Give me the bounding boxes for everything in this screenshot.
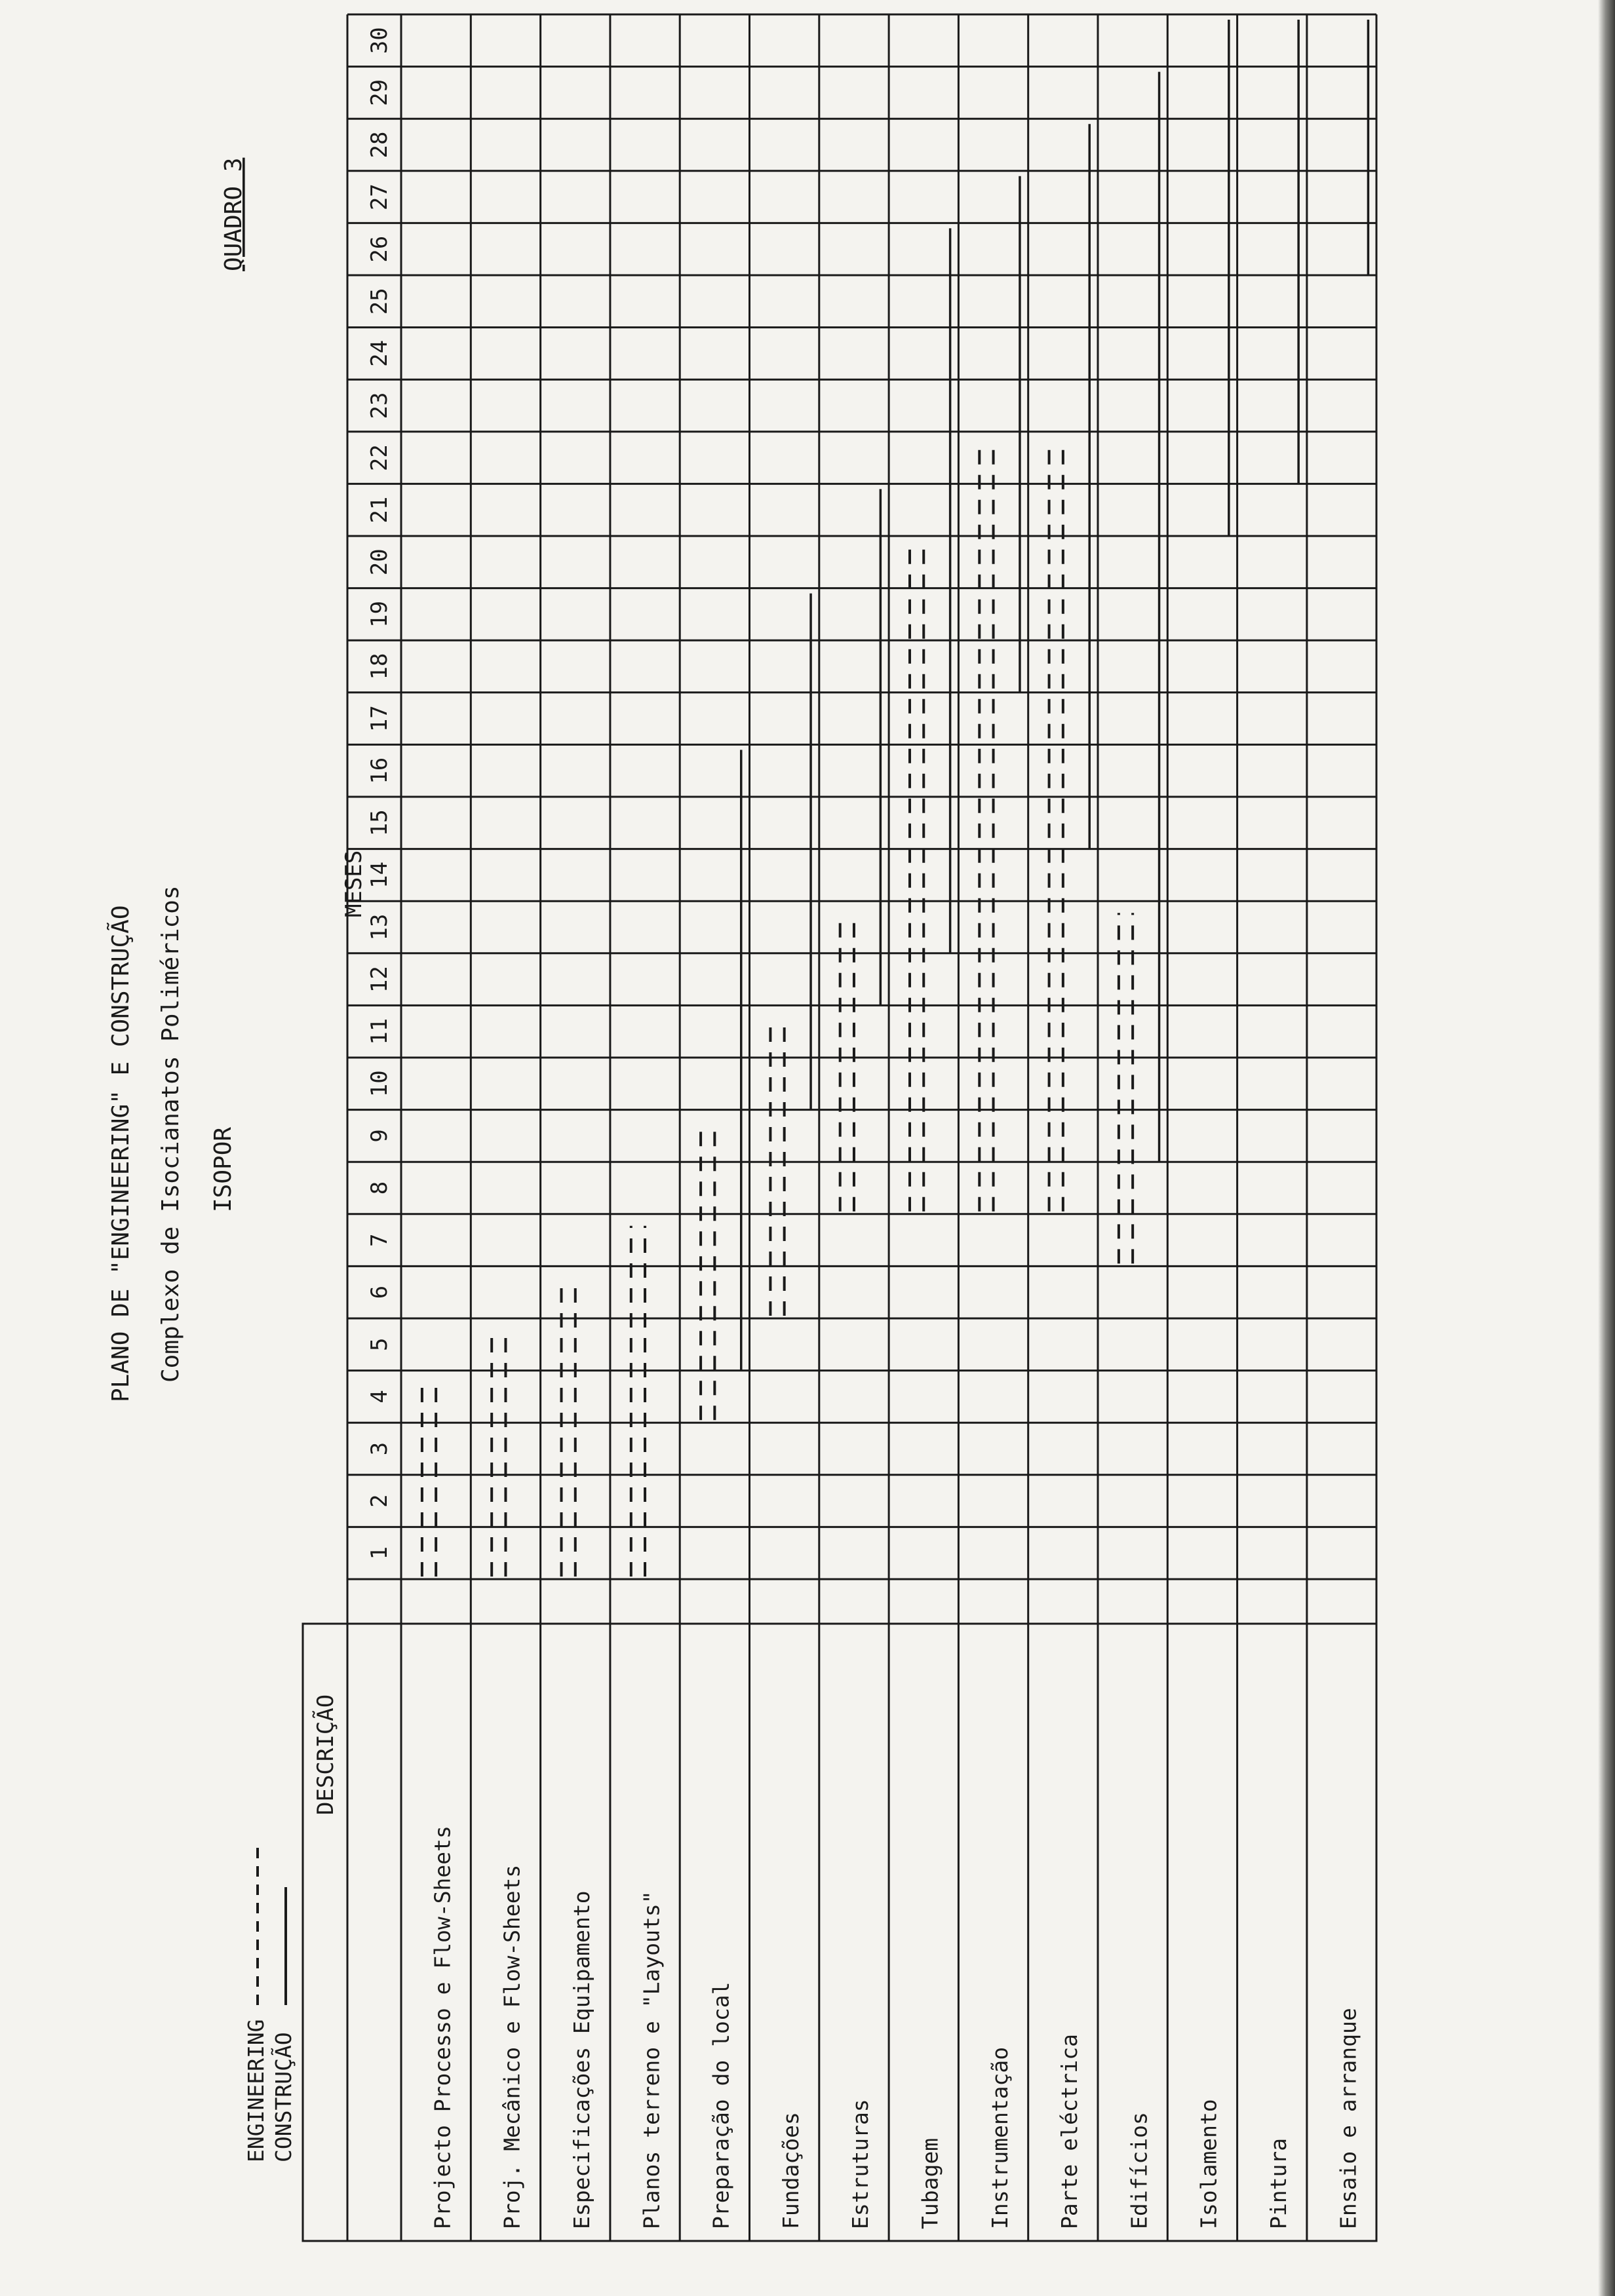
company-name: ISOPOR (210, 1126, 237, 1212)
document-title: PLANO DE "ENGINEERING" E CONSTRUÇÃO (107, 905, 134, 1402)
document-label: QUADRO 3 (220, 157, 247, 271)
month-number: 30 (366, 27, 393, 54)
month-number: 14 (366, 861, 393, 889)
activity-label: Preparação do local (708, 1981, 734, 2229)
month-number: 20 (366, 548, 393, 576)
scan-edge (1598, 0, 1615, 2296)
legend-construction-label: CONSTRUÇÃO (271, 2032, 296, 2162)
month-number: 6 (366, 1285, 393, 1299)
activity-label: Proj. Mecânico e Flow-Sheets (499, 1864, 525, 2229)
activity-label: Estruturas (847, 2099, 874, 2229)
activity-label: Ensaio e arranque (1335, 2008, 1361, 2229)
month-number: 9 (366, 1129, 393, 1143)
month-number: 29 (366, 79, 393, 106)
description-header: DESCRIÇÃO (313, 1694, 339, 1815)
activity-label: Instrumentação (986, 2046, 1013, 2229)
months-header: MESES (341, 850, 367, 917)
month-number: 7 (366, 1233, 393, 1247)
activity-label: Tubagem (917, 2137, 943, 2229)
month-number: 10 (366, 1070, 393, 1098)
month-number: 2 (366, 1494, 393, 1508)
month-number: 17 (366, 705, 393, 733)
month-number: 12 (366, 966, 393, 993)
activity-label: Fundações (777, 2112, 804, 2229)
month-number: 3 (366, 1442, 393, 1456)
activity-label: Projecto Processo e Flow-Sheets (429, 1826, 456, 2229)
month-number: 15 (366, 809, 393, 837)
activity-label: Pintura (1266, 2137, 1292, 2229)
month-number: 22 (366, 444, 393, 472)
month-number: 4 (366, 1390, 393, 1404)
month-number: 24 (366, 339, 393, 367)
month-number: 13 (366, 913, 393, 941)
month-number: 1 (366, 1546, 393, 1560)
month-number: 23 (366, 392, 393, 419)
month-number: 21 (366, 496, 393, 524)
month-number: 27 (366, 183, 393, 211)
month-number: 16 (366, 757, 393, 784)
month-number: 26 (366, 235, 393, 263)
activity-label: Planos terreno e "Layouts" (638, 1890, 665, 2229)
document-subtitle: Complexo de Isocianatos Poliméricos (157, 885, 184, 1383)
activity-label: Especificações Equipamento (569, 1890, 595, 2229)
activity-label: Isolamento (1196, 2099, 1222, 2229)
month-number: 25 (366, 288, 393, 315)
month-number: 18 (366, 653, 393, 680)
legend-engineering-label: ENGINEERING (243, 2019, 269, 2162)
month-number: 8 (366, 1181, 393, 1195)
activity-label: Parte eléctrica (1057, 2033, 1083, 2229)
month-number: 11 (366, 1018, 393, 1045)
month-number: 5 (366, 1337, 393, 1352)
month-number: 28 (366, 131, 393, 159)
activity-label: Edifícios (1126, 2112, 1152, 2229)
month-number: 19 (366, 600, 393, 628)
